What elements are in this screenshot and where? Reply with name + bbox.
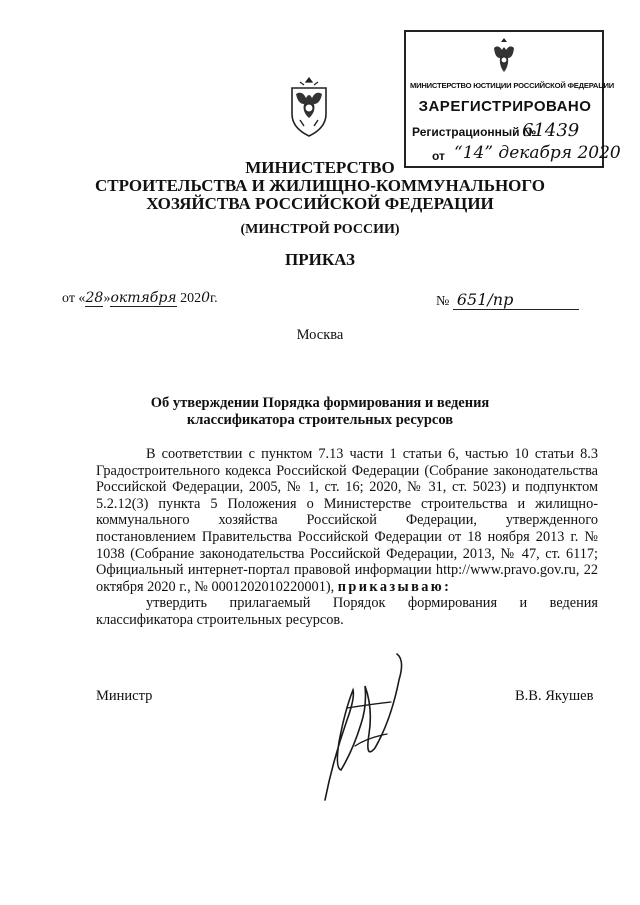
stamp-ministry-text: МИНИСТЕРСТВО ЮСТИЦИИ РОССИЙСКОЙ ФЕДЕРАЦИИ xyxy=(410,81,615,90)
ministry-line-1: МИНИСТЕРСТВО xyxy=(245,158,395,177)
order-number xyxy=(436,290,579,310)
stamp-regnum-label: Регистрационный № xyxy=(412,125,537,139)
ministry-line-2: СТРОИТЕЛЬСТВА И ЖИЛИЩНО-КОММУНАЛЬНОГО xyxy=(94,176,546,195)
handwritten-signature xyxy=(295,650,435,810)
city: Москва xyxy=(296,327,344,343)
order-date-suffix: г. xyxy=(209,291,218,306)
stamp-date-value: “14” декабря 2020 xyxy=(454,143,621,163)
preamble-paragraph xyxy=(96,446,598,595)
order-title-line-1: Об утверждении Порядка формирования и ведения xyxy=(150,395,490,411)
order-title-line-2: классификатора строительных ресурсов xyxy=(186,412,454,428)
order-date-mid: » xyxy=(103,291,111,306)
order-date-prefix: от « xyxy=(62,291,86,306)
registration-stamp xyxy=(404,30,621,168)
decision-paragraph: утвердить прилагаемый Порядок формирования и ведения классификатора строительных ресурсов. xyxy=(96,595,598,628)
order-number-label: № xyxy=(436,294,450,309)
stamp-emblem-icon xyxy=(486,36,522,80)
stamp-registered-text: ЗАРЕГИСТРИРОВАНО xyxy=(418,98,592,115)
order-date-month: октября xyxy=(110,290,177,306)
order-body xyxy=(96,446,598,629)
ministry-line-3: ХОЗЯЙСТВА РОССИЙСКОЙ ФЕДЕРАЦИИ xyxy=(146,194,494,213)
order-date-year-hand: 0 xyxy=(201,290,210,306)
coat-of-arms-icon xyxy=(286,70,332,140)
document-type: ПРИКАЗ xyxy=(285,250,355,269)
preamble-text: В соответствии с пунктом 7.13 части 1 статьи 6, частью 10 статьи 8.3 Градостроительного кодекса Российской Федерации (Собрание законодательства Российской Федерации, 2005, № 1, ст. 16; 2020, № 31, ст. 5023) и подпунктом 5.2.12(3) пункта 5 Положения о Министерстве строительства и жилищно-коммунального хозяйства Российской Федерации, утвержденного постановлением Правительства Российской Федерации от 18 ноября 2013 г. № 1038 (Собрание законодательства Российской Федерации, 2013, № 47, ст. 6117; Официальный интернет-портал правовой информации http://www.pravo.gov.ru, 22 октября 2020 г., № 0001202010220001), xyxy=(96,446,598,595)
order-date xyxy=(62,290,218,307)
stamp-regnum-value: 61439 xyxy=(522,120,580,141)
command-word: приказываю: xyxy=(337,578,452,595)
order-date-year-prefix: 202 xyxy=(180,291,202,306)
signatory-position: Министр xyxy=(96,688,153,704)
signatory-name: В.В. Якушев xyxy=(515,688,594,704)
order-date-day: 28 xyxy=(85,290,104,306)
ministry-short-name: (МИНСТРОЙ РОССИИ) xyxy=(240,222,400,237)
stamp-date-label: от xyxy=(432,149,445,163)
order-number-value: 651/пр xyxy=(453,290,579,310)
